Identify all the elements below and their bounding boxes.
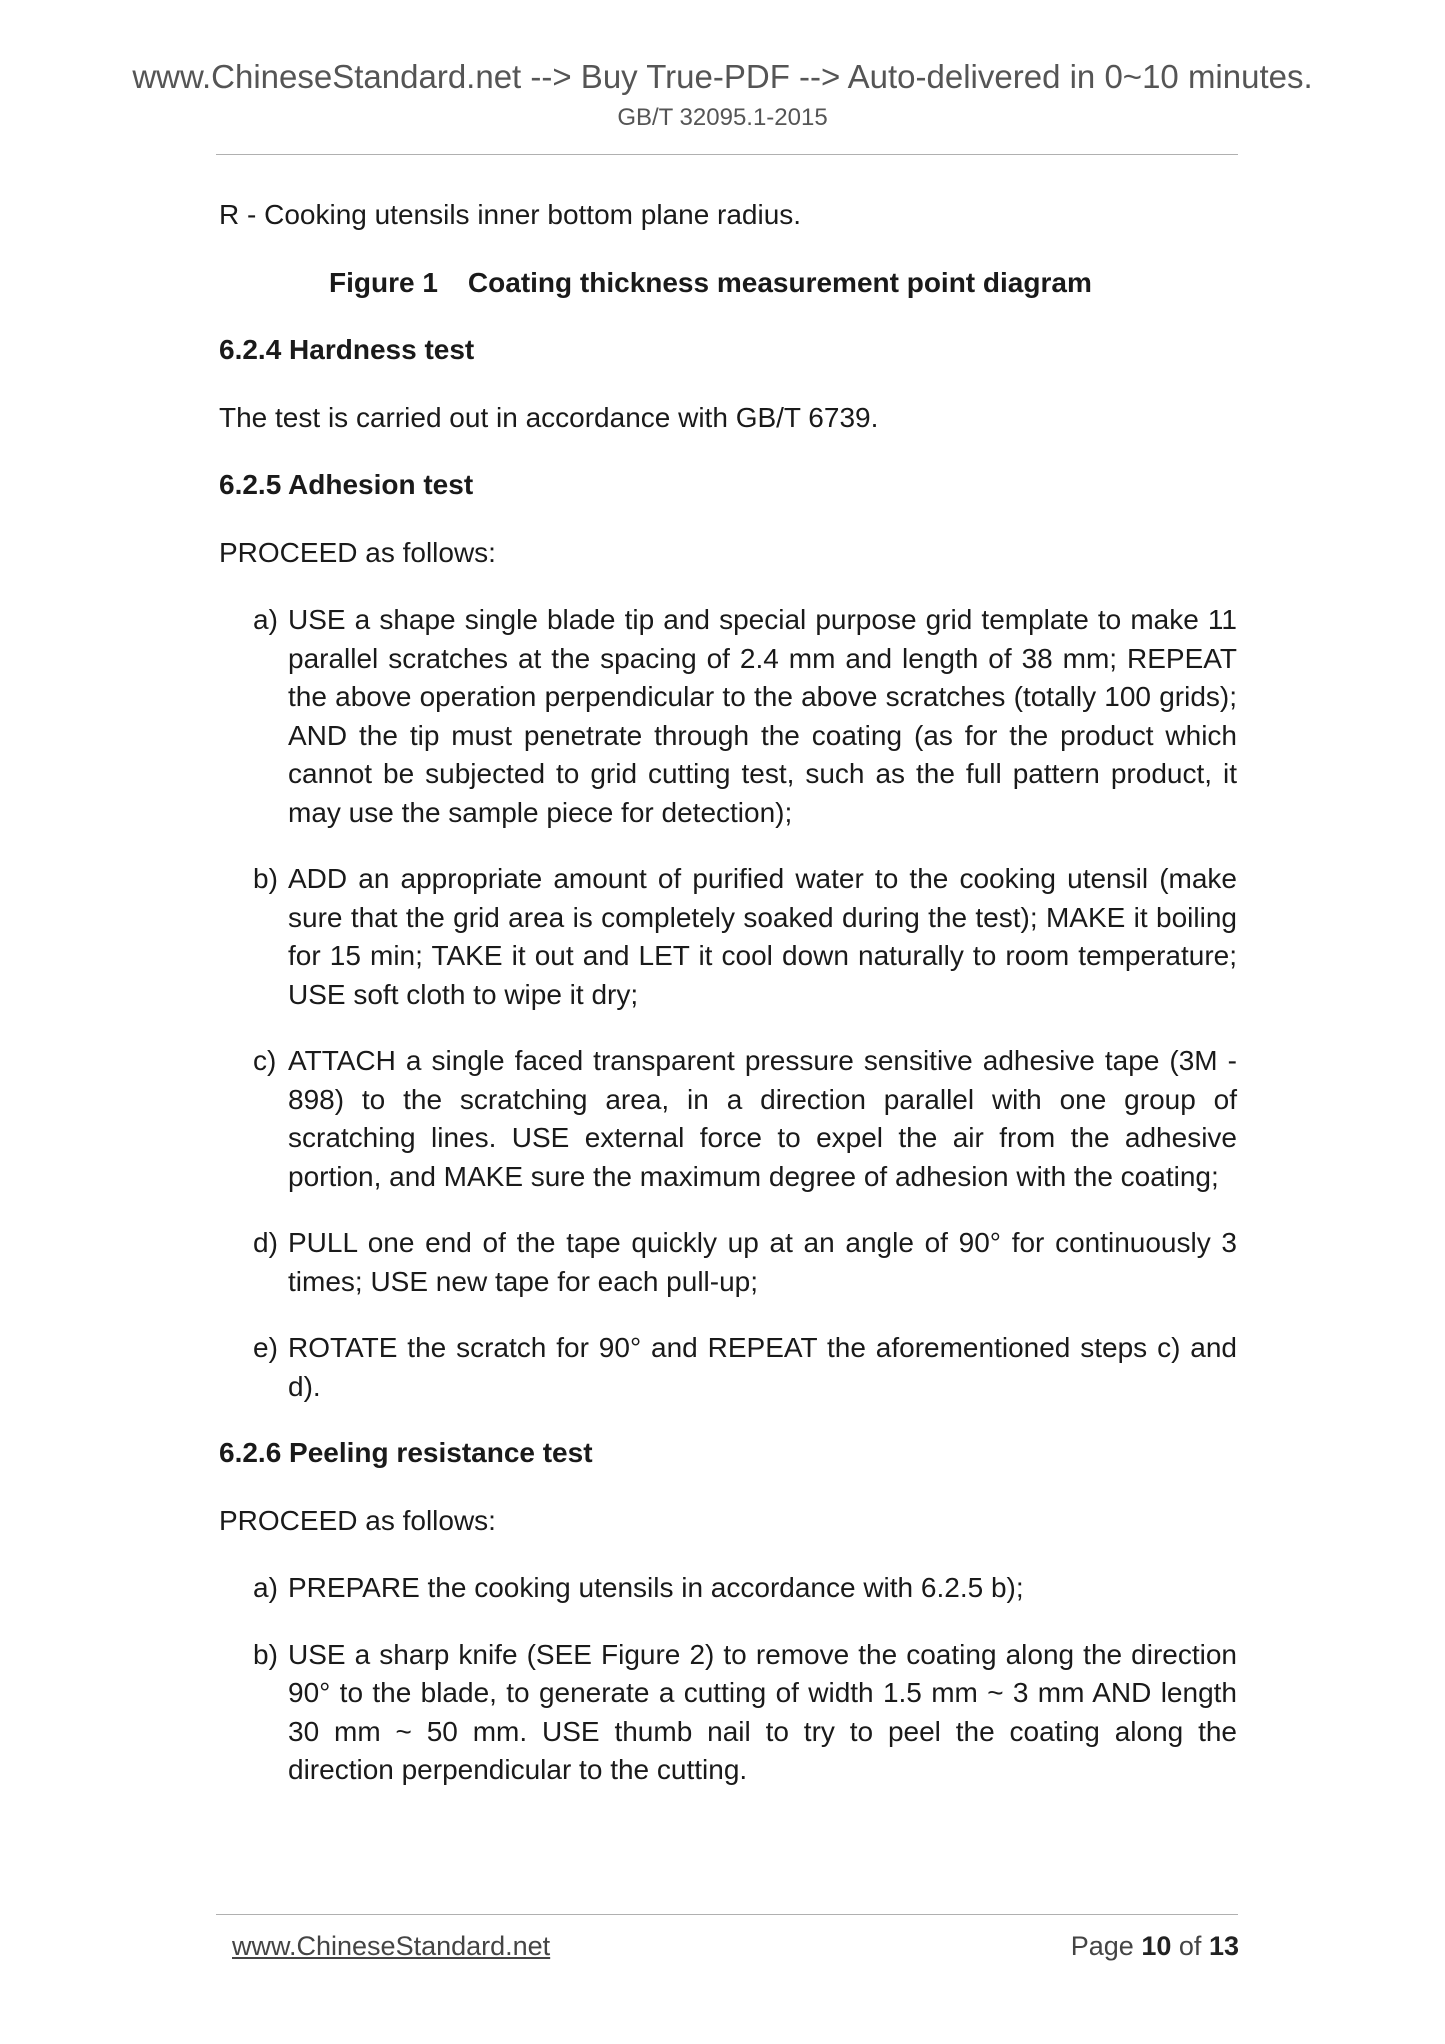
list-item-text: ROTATE the scratch for 90° and REPEAT the aforementioned steps c) and d). <box>288 1332 1237 1402</box>
list-item-label: a) <box>253 604 278 635</box>
list-item-text: PREPARE the cooking utensils in accordance with 6.2.5 b); <box>288 1572 1024 1603</box>
section-6-2-4-text: The test is carried out in accordance with GB/T 6739. <box>219 401 879 433</box>
list-item-label: d) <box>253 1227 278 1258</box>
section-6-2-5-heading: 6.2.5 Adhesion test <box>219 469 474 500</box>
figure-title: Coating thickness measurement point diagram <box>467 266 1092 298</box>
document-code: GB/T 32095.1-2015 <box>617 104 828 131</box>
list-item-label: b) <box>253 1638 278 1670</box>
page-total: 13 <box>1208 1931 1239 1961</box>
section-6-2-6-heading: 6.2.6 Peeling resistance test <box>219 1437 593 1468</box>
page-of: of <box>1178 1931 1202 1961</box>
list-item-label: c) <box>253 1045 277 1076</box>
list-item-text: USE a sharp knife (SEE Figure 2) to remove the coating along the direction 90° to the blade, to generate a cutting of width 1.5 mm ~ 3 mm AND length 30 mm ~ 50 mm. USE thumb nail to try to peel the coating along the direction perpendicular to the cutting. <box>288 1638 1237 1785</box>
section-6-2-4-heading: 6.2.4 Hardness test <box>219 334 475 365</box>
list-item <box>219 1569 1237 1608</box>
list-item-text: USE a shape single blade tip and special purpose grid template to make 11 parallel scratches at the spacing of 2.4 mm and length of 38 mm; REPEAT the above operation perpendicular to the above scratches (totally 100 grids); AND the tip must penetrate through the coating (as for the product which cannot be subjected to grid cutting test, such as the full pattern product, it may use the sample piece for detection); <box>288 604 1237 828</box>
header-banner: www.ChineseStandard.net --> Buy True-PDF --> Auto-delivered in 0~10 minutes. <box>132 58 1313 95</box>
footer-divider <box>216 1914 1238 1915</box>
figure-number: Figure 1 <box>329 266 438 298</box>
section-6-2-6-intro: PROCEED as follows: <box>219 1504 496 1536</box>
page-number <box>1071 1931 1239 1962</box>
list-item <box>219 1224 1237 1301</box>
footer-website-link[interactable]: www.ChineseStandard.net <box>232 1931 551 1961</box>
header-divider <box>216 154 1238 155</box>
section-6-2-5-intro: PROCEED as follows: <box>219 536 496 568</box>
list-item <box>219 1042 1237 1196</box>
list-item <box>219 860 1237 1014</box>
page-prefix: Page <box>1070 1931 1134 1961</box>
list-item-text: ADD an appropriate amount of purified water to the cooking utensil (make sure that the grid area is completely soaked during the test); MAKE it boiling for 15 min; TAKE it out and LET it cool down naturally to room temperature; USE soft cloth to wipe it dry; <box>288 863 1237 1010</box>
list-item <box>219 1329 1237 1406</box>
list-item-label: e) <box>253 1332 278 1363</box>
list-item-text: ATTACH a single faced transparent pressure sensitive adhesive tape (3M - 898) to the scratching area, in a direction parallel with one group of scratching lines. USE external force to expel the air from the adhesive portion, and MAKE sure the maximum degree of adhesion with the coating; <box>288 1045 1237 1192</box>
list-item-label: b) <box>253 863 278 894</box>
list-item-label: a) <box>253 1572 278 1603</box>
r-note: R - Cooking utensils inner bottom plane radius. <box>219 199 802 230</box>
list-item <box>219 1636 1237 1790</box>
page-body <box>219 196 1237 1818</box>
figure-caption <box>219 264 1237 303</box>
list-item <box>219 601 1237 832</box>
list-item-text: PULL one end of the tape quickly up at an angle of 90° for continuously 3 times; USE new tape for each pull-up; <box>288 1227 1237 1297</box>
page-current: 10 <box>1141 1931 1172 1961</box>
